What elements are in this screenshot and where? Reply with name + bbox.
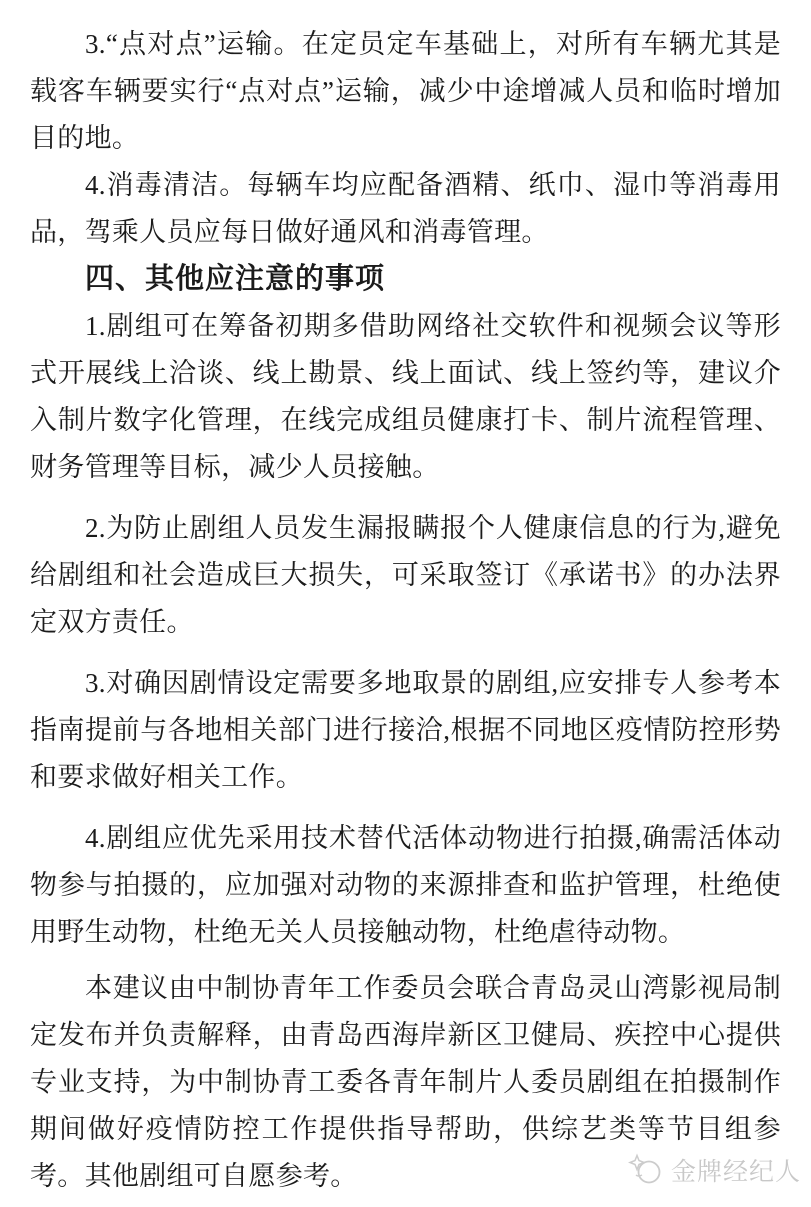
document-body: [30, 21, 781, 1200]
watermark-label: 金牌经纪人: [670, 1158, 801, 1186]
section-heading: 四、其他应注意的事项: [85, 263, 386, 295]
paragraph: 本建议由中制协青年工作委员会联合青岛灵山湾影视局制定发布并负责解释，由青岛西海岸新区卫健局、疾控中心提供专业支持，为中制协青工委各青年制片人委员剧组在拍摄制作期间做好疫情防控工作提供指导帮助，供综艺类等节目组参考。其他剧组可自愿参考。: [30, 973, 781, 1191]
medal-star-icon: [628, 1152, 664, 1188]
paragraph: 2.为防止剧组人员发生漏报瞒报个人健康信息的行为,避免给剧组和社会造成巨大损失，可采取签订《承诺书》的办法界定双方责任。: [30, 513, 781, 637]
watermark: [628, 1152, 801, 1188]
paragraph: 4.剧组应优先采用技术替代活体动物进行拍摄,确需活体动物参与拍摄的，应加强对动物的来源排查和监护管理，杜绝使用野生动物，杜绝无关人员接触动物，杜绝虐待动物。: [30, 823, 781, 947]
paragraph: 3.“点对点”运输。在定员定车基础上，对所有车辆尤其是载客车辆要实行“点对点”运输，减少中途增减人员和临时增加目的地。: [30, 29, 781, 153]
paragraph: 3.对确因剧情设定需要多地取景的剧组,应安排专人参考本指南提前与各地相关部门进行接洽,根据不同地区疫情防控形势和要求做好相关工作。: [30, 668, 781, 792]
paragraph: 4.消毒清洁。每辆车均应配备酒精、纸巾、湿巾等消毒用品，驾乘人员应每日做好通风和消毒管理。: [30, 170, 781, 247]
paragraph: 1.剧组可在筹备初期多借助网络社交软件和视频会议等形式开展线上洽谈、线上勘景、线上面试、线上签约等，建议介入制片数字化管理，在线完成组员健康打卡、制片流程管理、财务管理等目标，减少人员接触。: [30, 311, 781, 482]
